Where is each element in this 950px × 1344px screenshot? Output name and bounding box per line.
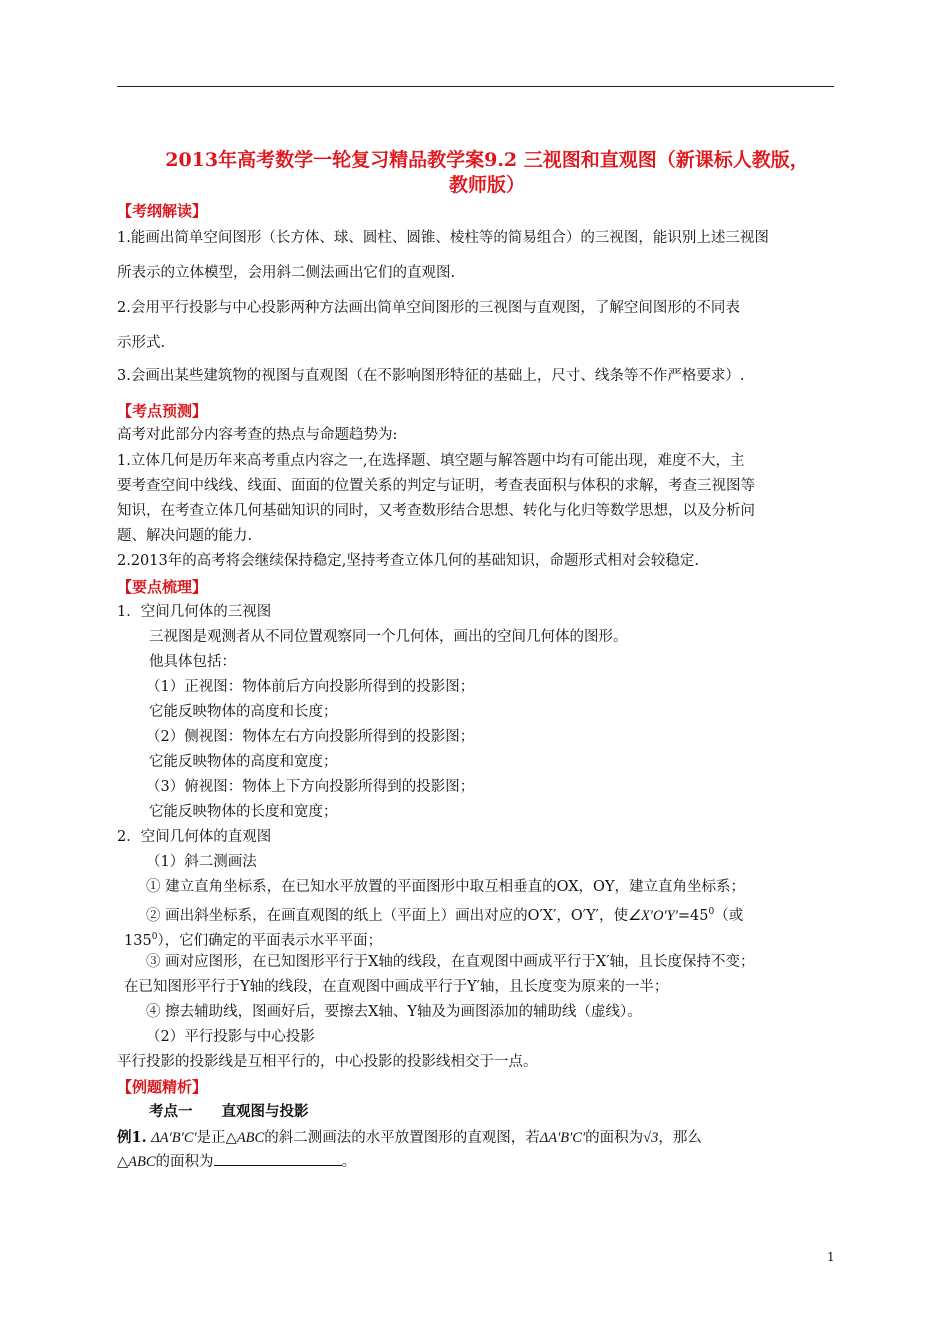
kaogang-p1b: 所表示的立体模型，会用斜二侧法画出它们的直观图. <box>117 265 456 281</box>
section-heading-yuce: 【考点预测】 <box>117 402 208 420</box>
ex-text-6: 的面积为 <box>155 1154 214 1170</box>
shuli-b3-tail: ），它们确定的平面表示水平平面； <box>157 932 383 949</box>
yuce-p1c: 知识，在考查立体几何基础知识的同时，又考查数形结合思想、转化与化归等数学思想，以及分析问 <box>117 503 755 519</box>
example-1-line1 <box>117 1127 702 1149</box>
yuce-intro: 高考对此部分内容考查的热点与命题趋势为: <box>117 427 398 443</box>
yuce-p1b: 要考查空间中线线、线面、面面的位置关系的判定与证明，考查表面积与体积的求解，考查三视图等 <box>117 478 755 494</box>
angle-value: =45 <box>677 907 709 924</box>
ex-text-4: ，那么 <box>658 1130 702 1146</box>
title-line-1: 2013年高考数学一轮复习精品教学案9.2 三视图和直观图（新课标人教版， <box>165 149 809 171</box>
shuli-b5: 在已知图形平行于Y轴的线段，在直观图中画成平行于Y′轴，且长度变为原来的一半； <box>124 979 669 995</box>
shuli-a4: 它能反映物体的高度和长度； <box>149 704 338 720</box>
shuli-b2: ① 建立直角坐标系，在已知水平放置的平面图形中取互相垂直的OX，OY，建立直角坐标系； <box>146 879 746 895</box>
shuli-h1: 1．空间几何体的三视图 <box>117 604 272 620</box>
shuli-a3: （1）正视图：物体前后方向投影所得到的投影图； <box>146 679 475 695</box>
ex-text-2: 的斜二测画法的水平放置图形的直观图，若 <box>264 1130 540 1146</box>
degree-sup: 0 <box>708 907 715 917</box>
shuli-b8: 平行投影的投影线是互相平行的，中心投影的投影线相交于一点。 <box>117 1054 538 1070</box>
shuli-b7: （2）平行投影与中心投影 <box>146 1029 315 1045</box>
sqrt-3: √3 <box>643 1130 659 1146</box>
triangle-a-prime-2: ΔA′B′C′ <box>539 1130 586 1146</box>
lijie-topic: 考点一 直观图与投影 <box>149 1103 309 1120</box>
ex-text-3: 的面积为 <box>585 1130 644 1146</box>
example-label: 例1. <box>117 1129 147 1146</box>
shuli-b3 <box>146 901 743 927</box>
shuli-a2: 他具体包括： <box>149 654 236 670</box>
section-heading-lijie: 【例题精析】 <box>117 1078 208 1096</box>
shuli-a5: （2）侧视图：物体左右方向投影所得到的投影图； <box>146 729 475 745</box>
triangle-abc-2: ABC <box>128 1154 156 1170</box>
shuli-b3-cont <box>124 926 382 952</box>
shuli-a8: 它能反映物体的长度和宽度； <box>149 804 338 820</box>
yuce-p1a: 1.立体几何是历年来高考重点内容之一,在选择题、填空题与解答题中均有可能出现，难度不大，主 <box>117 453 745 469</box>
ex-text-1: 是正△ <box>196 1130 237 1146</box>
ex-text-7: 。 <box>341 1154 357 1170</box>
title-line-2: 教师版） <box>448 174 525 196</box>
yuce-p1d: 题、解决问题的能力. <box>117 528 253 544</box>
document-title <box>117 148 857 198</box>
shuli-a6: 它能反映物体的高度和宽度； <box>149 754 338 770</box>
page-number: 1 <box>827 1250 835 1264</box>
shuli-a7: （3）俯视图：物体上下方向投影所得到的投影图； <box>146 779 475 795</box>
triangle-abc: ABC <box>236 1130 265 1146</box>
header-rule <box>117 86 834 87</box>
shuli-b1: （1）斜二测画法 <box>146 854 257 870</box>
yuce-p2: 2.2013年的高考将会继续保持稳定,坚持考查立体几何的基础知识，命题形式相对会较稳定. <box>117 553 699 569</box>
shuli-b3-text: ② 画出斜坐标系，在画直观图的纸上（平面上）画出对应的O′X′，O′Y′，使 <box>146 907 628 924</box>
kaogang-p2a: 2.会用平行投影与中心投影两种方法画出简单空间图形的三视图与直观图，了解空间图形的不同表 <box>117 300 740 316</box>
section-heading-shuli: 【要点梳理】 <box>117 578 208 596</box>
ex-text-5: △ <box>117 1154 129 1170</box>
kaogang-p1a: 1.能画出简单空间图形（长方体、球、圆柱、圆锥、棱柱等的简易组合）的三视图，能识别上述三视图 <box>117 230 769 246</box>
answer-blank <box>214 1151 342 1166</box>
shuli-a1: 三视图是观测者从不同位置观察同一个几何体，画出的空间几何体的图形。 <box>149 629 628 645</box>
angle-xoy: ∠X′O′Y′ <box>627 907 678 924</box>
shuli-b4: ③ 画对应图形，在已知图形平行于X轴的线段，在直观图中画成平行于X′轴，且长度保持不变； <box>146 954 755 970</box>
example-1-line2 <box>117 1151 356 1173</box>
section-heading-kaogang: 【考纲解读】 <box>117 202 208 220</box>
triangle-a-prime: ΔA′B′C′ <box>151 1130 197 1146</box>
degree-sup-alt: 0 <box>151 932 158 942</box>
shuli-b6: ④ 擦去辅助线，图画好后，要擦去X轴、Y轴及为画图添加的辅助线（虚线）。 <box>146 1004 642 1020</box>
shuli-h2: 2．空间几何体的直观图 <box>117 829 272 845</box>
angle-alt: 135 <box>124 932 152 949</box>
kaogang-p2b: 示形式. <box>117 335 166 351</box>
kaogang-p3: 3.会画出某些建筑物的视图与直观图（在不影响图形特征的基础上，尺寸、线条等不作严格要求）. <box>117 368 745 384</box>
angle-or: （或 <box>714 907 744 924</box>
